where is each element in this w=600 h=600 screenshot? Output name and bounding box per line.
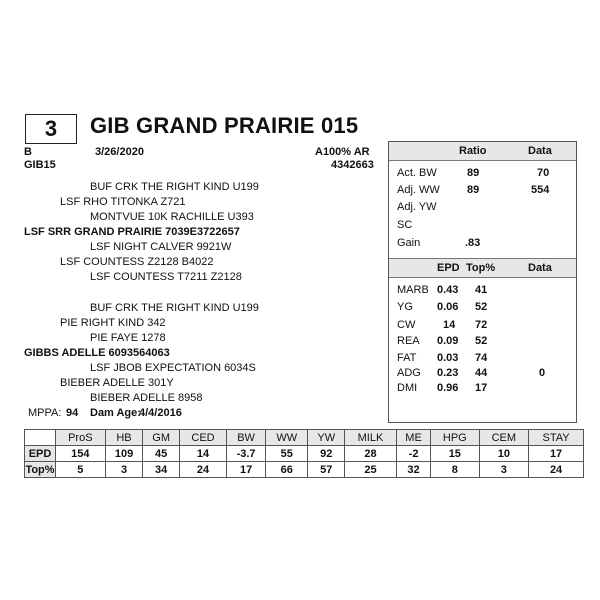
mppa-value: 94 [66,407,79,419]
col-header-stay: STAY [529,430,584,446]
pedigree-sire-sire: LSF RHO TITONKA Z721 [60,196,186,208]
sex-code: B [24,146,32,158]
epd-cell-cem: 10 [479,446,529,462]
epd-data-header: Data [528,262,552,274]
top-cell-hb: 3 [105,462,143,478]
col-header-gm: GM [143,430,180,446]
mppa-label: MPPA: [28,407,62,419]
birth-date: 3/26/2020 [95,146,144,158]
col-header-cem: CEM [479,430,529,446]
top-cell-bw: 17 [227,462,266,478]
ratio-label-act-bw: Act. BW [397,167,437,179]
top-value-adg: 44 [475,367,488,379]
top-value-fat: 74 [475,352,488,364]
col-header-hpg: HPG [431,430,479,446]
epd-value-yg: 0.06 [437,301,459,313]
epd-summary-table [24,429,584,478]
top-percent-header: Top% [466,262,496,274]
col-header-milk: MILK [344,430,396,446]
ratio-header-row [389,142,576,161]
top-cell-ww: 66 [266,462,308,478]
epd-label-fat: FAT [397,352,417,364]
pedigree-sire-dam-dam: LSF COUNTESS T7211 Z2128 [90,271,242,283]
pedigree-sire-dam-sire: LSF NIGHT CALVER 9921W [90,241,232,253]
animal-name-title: GIB GRAND PRAIRIE 015 [90,113,359,138]
epd-cell-milk: 28 [344,446,396,462]
epd-cell-hpg: 15 [431,446,479,462]
top-cell-hpg: 8 [431,462,479,478]
ratio-label-adj-yw: Adj. YW [397,201,437,213]
epd-table-header-row [25,430,584,446]
epd-cell-pros: 154 [56,446,106,462]
epd-row [25,446,584,462]
top-cell-cem: 3 [479,462,529,478]
top-cell-stay: 24 [529,462,584,478]
col-header-hb: HB [105,430,143,446]
col-header-ced: CED [179,430,226,446]
top-cell-yw: 57 [308,462,345,478]
top-cell-milk: 25 [344,462,396,478]
pedigree-dam: GIBBS ADELLE 6093564063 [24,347,170,359]
epd-cell-bw: -3.7 [227,446,266,462]
tattoo: GIB15 [24,159,56,171]
data-value-adg: 0 [539,367,546,379]
epd-value-marb: 0.43 [437,284,459,296]
pedigree-sire: LSF SRR GRAND PRAIRIE 7039E3722657 [24,226,240,238]
epd-label-cw: CW [397,319,416,331]
performance-panel [388,141,577,423]
top-cell-gm: 34 [143,462,180,478]
breed-percentage: A100% AR [315,146,370,158]
ratio-label-sc: SC [397,219,413,231]
epd-label-adg: ADG [397,367,421,379]
dam-age-value: 4/4/2016 [139,407,182,419]
dam-age-label: Dam Age: [90,407,141,419]
epd-header-row [389,258,576,278]
pedigree-sire-sire-sire: BUF CRK THE RIGHT KIND U199 [90,181,259,193]
epd-value-fat: 0.03 [437,352,459,364]
pedigree-dam-sire-dam: PIE FAYE 1278 [90,332,166,344]
ratio-value-gain: .83 [465,237,481,249]
top-cell-me: 32 [397,462,431,478]
epd-cell-ced: 14 [179,446,226,462]
top-cell-ced: 24 [179,462,226,478]
epd-cell-hb: 109 [105,446,143,462]
epd-label-dmi: DMI [397,382,418,394]
col-header-me: ME [397,430,431,446]
pedigree-sire-sire-dam: MONTVUE 10K RACHILLE U393 [90,211,254,223]
epd-label-rea: REA [397,335,420,347]
epd-value-cw: 14 [443,319,456,331]
epd-row-label: EPD [25,446,56,462]
ratio-label-adj-ww: Adj. WW [397,184,440,196]
pedigree-dam-dam: BIEBER ADELLE 301Y [60,377,174,389]
pedigree-dam-dam-dam: BIEBER ADELLE 8958 [90,392,203,404]
epd-cell-me: -2 [397,446,431,462]
registration-number: 4342663 [331,159,374,171]
ratio-label-gain: Gain [397,237,421,249]
epd-header: EPD [437,262,460,274]
epd-label-yg: YG [397,301,413,313]
col-header-bw: BW [227,430,266,446]
top-value-cw: 72 [475,319,488,331]
top-value-yg: 52 [475,301,488,313]
epd-cell-gm: 45 [143,446,180,462]
epd-cell-stay: 17 [529,446,584,462]
epd-cell-yw: 92 [308,446,345,462]
top-value-dmi: 17 [475,382,488,394]
data-value-adj-ww: 554 [531,184,550,196]
epd-value-adg: 0.23 [437,367,459,379]
pedigree-sire-dam: LSF COUNTESS Z2128 B4022 [60,256,214,268]
data-value-act-bw: 70 [537,167,550,179]
epd-cell-ww: 55 [266,446,308,462]
lot-number: 3 [25,114,77,144]
top-cell-pros: 5 [56,462,106,478]
col-header-yw: YW [308,430,345,446]
top-percent-row [25,462,584,478]
col-header-pros: ProS [56,430,106,446]
ratio-value-adj-ww: 89 [467,184,480,196]
col-header-ww: WW [266,430,308,446]
epd-label-marb: MARB [397,284,429,296]
top-value-rea: 52 [475,335,488,347]
ratio-data-header: Data [528,145,552,157]
pedigree-dam-dam-sire: LSF JBOB EXPECTATION 6034S [90,362,256,374]
top-value-marb: 41 [475,284,488,296]
pedigree-dam-sire-sire: BUF CRK THE RIGHT KIND U199 [90,302,259,314]
epd-value-dmi: 0.96 [437,382,459,394]
top-percent-row-label: Top% [25,463,55,476]
epd-value-rea: 0.09 [437,335,459,347]
pedigree-dam-sire: PIE RIGHT KIND 342 [60,317,166,329]
table-corner-cell [25,430,56,446]
ratio-value-act-bw: 89 [467,167,480,179]
ratio-header: Ratio [459,145,487,157]
